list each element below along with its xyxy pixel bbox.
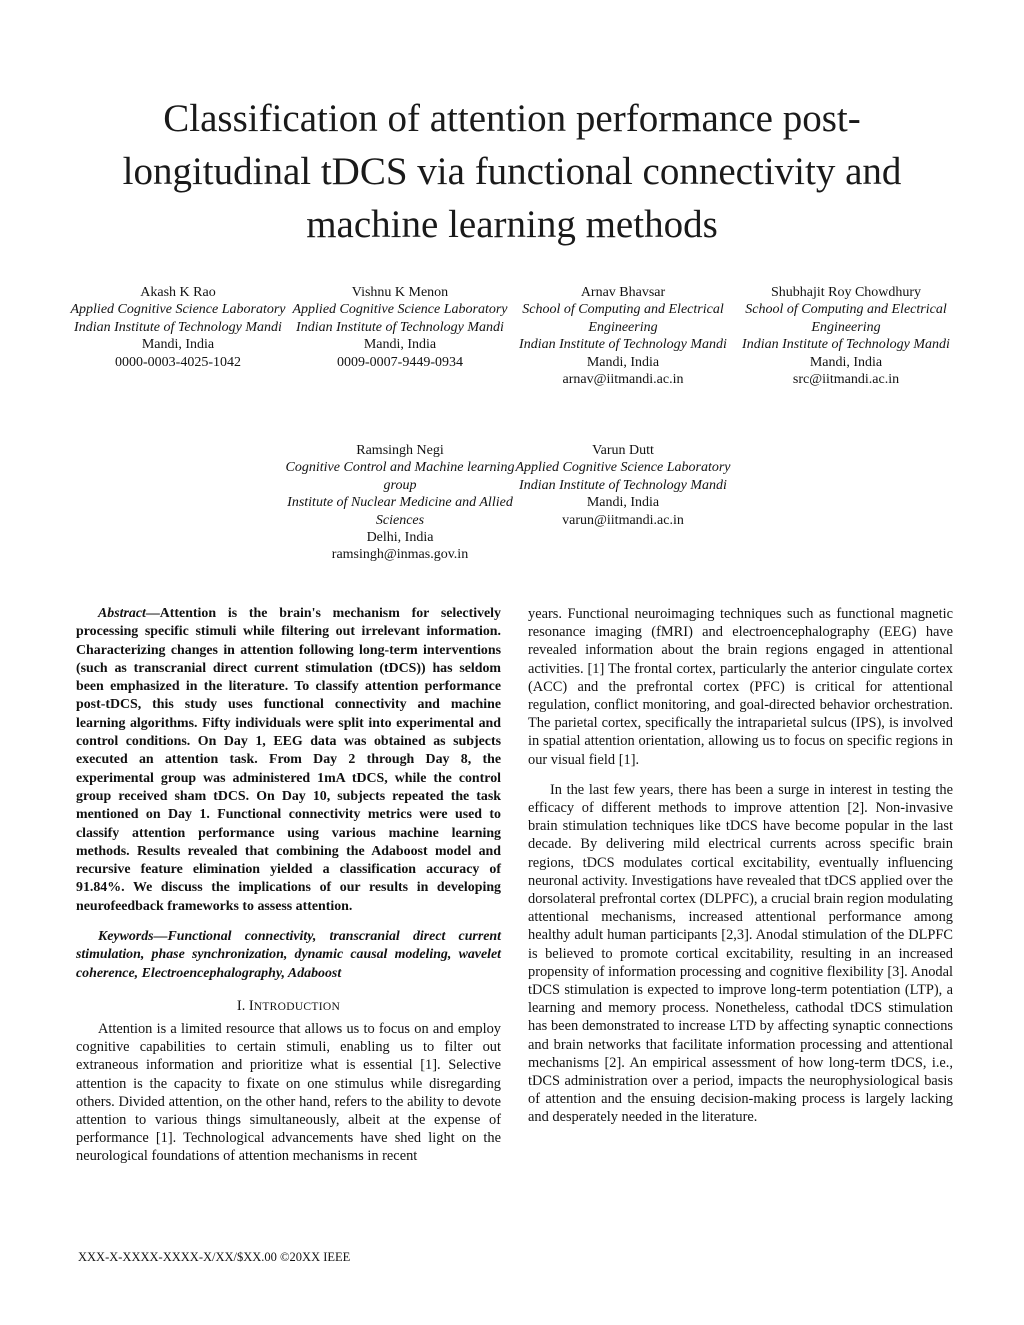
author-affiliation: Applied Cognitive Science Laboratory xyxy=(292,302,508,318)
author-name: Arnav Bhavsar xyxy=(580,285,666,300)
abstract xyxy=(76,605,501,916)
abstract-text: —Attention is the brain's mechanism for selectively processing specific stimuli while filtering out irrelevant information. Characterizing changes in attention following long-term interventions (such as transcranial direct current stimulation (tDCS)) has seldom been emphasized in the literature. To classify attention performance post-tDCS, this study uses functional connectivity and machine learning algorithms. Fifty individuals were split into experimental and control conditions. On Day 1, EEG data was obtained as subjects executed an attention task. From Day 2 through Day 8, the experimental group was administered 1mA tDCS, while the control group received sham tDCS. On Day 10, subjects repeated the task mentioned on Day 1. Functional connectivity metrics were used to classify attention performance using various machine learning methods. Results revealed that combining the Adaboost model and recursive feature elimination yielded a classification accuracy of 91.84%. We discuss the implications of our results in developing neurofeedback frameworks to assess attention. xyxy=(76,606,501,914)
author-institute: Indian Institute of Technology Mandi xyxy=(742,337,950,353)
author-location: Mandi, India xyxy=(586,354,660,370)
author-affiliation: School of Computing and Electrical Engineering xyxy=(745,302,947,335)
author-block-2 xyxy=(275,284,525,371)
author-institute: Indian Institute of Technology Mandi xyxy=(296,319,504,335)
author-block-4 xyxy=(721,284,971,388)
section-title-rest: NTRODUCTION xyxy=(253,1000,341,1013)
author-affiliation: Cognitive Control and Machine learning group xyxy=(285,460,515,493)
author-contact: varun@iitmandi.ac.in xyxy=(562,512,684,528)
author-location: Mandi, India xyxy=(141,337,215,353)
author-contact: 0000-0003-4025-1042 xyxy=(115,354,241,370)
author-institute: Institute of Nuclear Medicine and Allied Sciences xyxy=(287,495,513,528)
author-block-1 xyxy=(53,284,303,371)
author-name: Ramsingh Negi xyxy=(356,443,444,458)
author-name: Shubhajit Roy Chowdhury xyxy=(770,285,922,300)
author-location: Delhi, India xyxy=(366,530,434,546)
section-heading xyxy=(76,997,501,1016)
author-contact: ramsingh@inmas.gov.in xyxy=(331,547,469,563)
author-location: Mandi, India xyxy=(363,337,437,353)
right-column xyxy=(528,605,953,1127)
author-location: Mandi, India xyxy=(809,354,883,370)
abstract-label: Abstract xyxy=(98,606,146,621)
author-contact: 0009-0007-9449-0934 xyxy=(337,354,463,370)
author-block-3 xyxy=(498,284,748,388)
paper-title: Classification of attention performance post-longitudinal tDCS via functional connectivity and machine learning methods xyxy=(122,97,902,246)
section-number: I. xyxy=(236,997,246,1014)
author-name: Akash K Rao xyxy=(140,285,216,300)
intro-paragraph-2: In the last few years, there has been a surge in interest in testing the efficacy of different methods to improve attention [2]. Non-invasive brain stimulation techniques like tDCS have become popular in the last decade. By delivering mild electrical currents across specific brain regions, tDCS modulates cortical excitability, eventually influencing neuronal activity. Investigations have revealed that tDCS applied over the dorsolateral prefrontal cortex (DLPFC), a crucial brain region modulating attentional mechanisms, increased attentional performance among healthy adult human participants [2,3]. Anodal stimulation of the DLPFC is believed to promote cortical excitability, resulting in an increased propensity of information processing and cognitive flexibility [3]. Anodal tDCS stimulation is expected to improve long-term potentiation (LTP), a learning and memory process. Nonetheless, cathodal tDCS stimulation has been demonstrated to increase LTD by affecting synaptic connections and brain networks that facilitate information processing and attentional mechanisms [2]. An empirical assessment of how long-term tDCS, i.e., tDCS administration over a period, impacts the neurophysiological basis of attention and the ensuing decision-making process is largely lacking and desperately needed in the literature. xyxy=(528,781,953,1126)
author-block-6 xyxy=(498,442,748,529)
author-contact: src@iitmandi.ac.in xyxy=(792,372,900,388)
section-initial: I xyxy=(248,997,254,1014)
author-contact: arnav@iitmandi.ac.in xyxy=(562,372,684,388)
left-column xyxy=(76,605,501,1166)
author-affiliation: Applied Cognitive Science Laboratory xyxy=(515,460,731,476)
intro-paragraph-cont: years. Functional neuroimaging techniques such as functional magnetic resonance imaging (fMRI) and electroencephalography (EEG) have revealed information about the brain regions engaged in attentional activities. [1] The frontal cortex, particularly the anterior cingulate cortex (ACC) and the prefrontal cortex (PFC) is critical for attentional regulation, conflict monitoring, and goal-directed behavior orchestration. The parietal cortex, specifically the intraparietal sulcus (IPS), is involved in spatial attention orientation, allowing us to focus on specific regions in our visual field [1]. xyxy=(528,606,953,768)
author-block-5 xyxy=(275,442,525,564)
author-name: Vishnu K Menon xyxy=(351,285,449,300)
author-institute: Indian Institute of Technology Mandi xyxy=(74,319,282,335)
author-name: Varun Dutt xyxy=(592,443,654,458)
author-affiliation: Applied Cognitive Science Laboratory xyxy=(70,302,286,318)
intro-paragraph-1: Attention is a limited resource that allows us to focus on and employ cognitive capabilities to certain stimuli, enabling us to filter out extraneous information and prioritize what is essential [1]. Selective attention is the capacity to fixate on one stimulus while disregarding others. Divided attention, on the other hand, refers to the ability to devote attention to various things simultaneously, albeit at the expense of performance [1]. Technological advancements have shed light on the neurological foundations of attention mechanisms in recent xyxy=(76,1020,501,1165)
author-institute: Indian Institute of Technology Mandi xyxy=(519,477,727,493)
author-institute: Indian Institute of Technology Mandi xyxy=(519,337,727,353)
author-location: Mandi, India xyxy=(586,495,660,511)
keywords: Keywords—Functional connectivity, transcranial direct current stimulation, phase synchronization, dynamic causal modeling, wavelet coherence, Electroencephalography, Adaboost xyxy=(76,929,501,981)
copyright-footer: XXX-X-XXXX-XXXX-X/XX/$XX.00 ©20XX IEEE xyxy=(78,1250,351,1264)
author-affiliation: School of Computing and Electrical Engineering xyxy=(522,302,724,335)
